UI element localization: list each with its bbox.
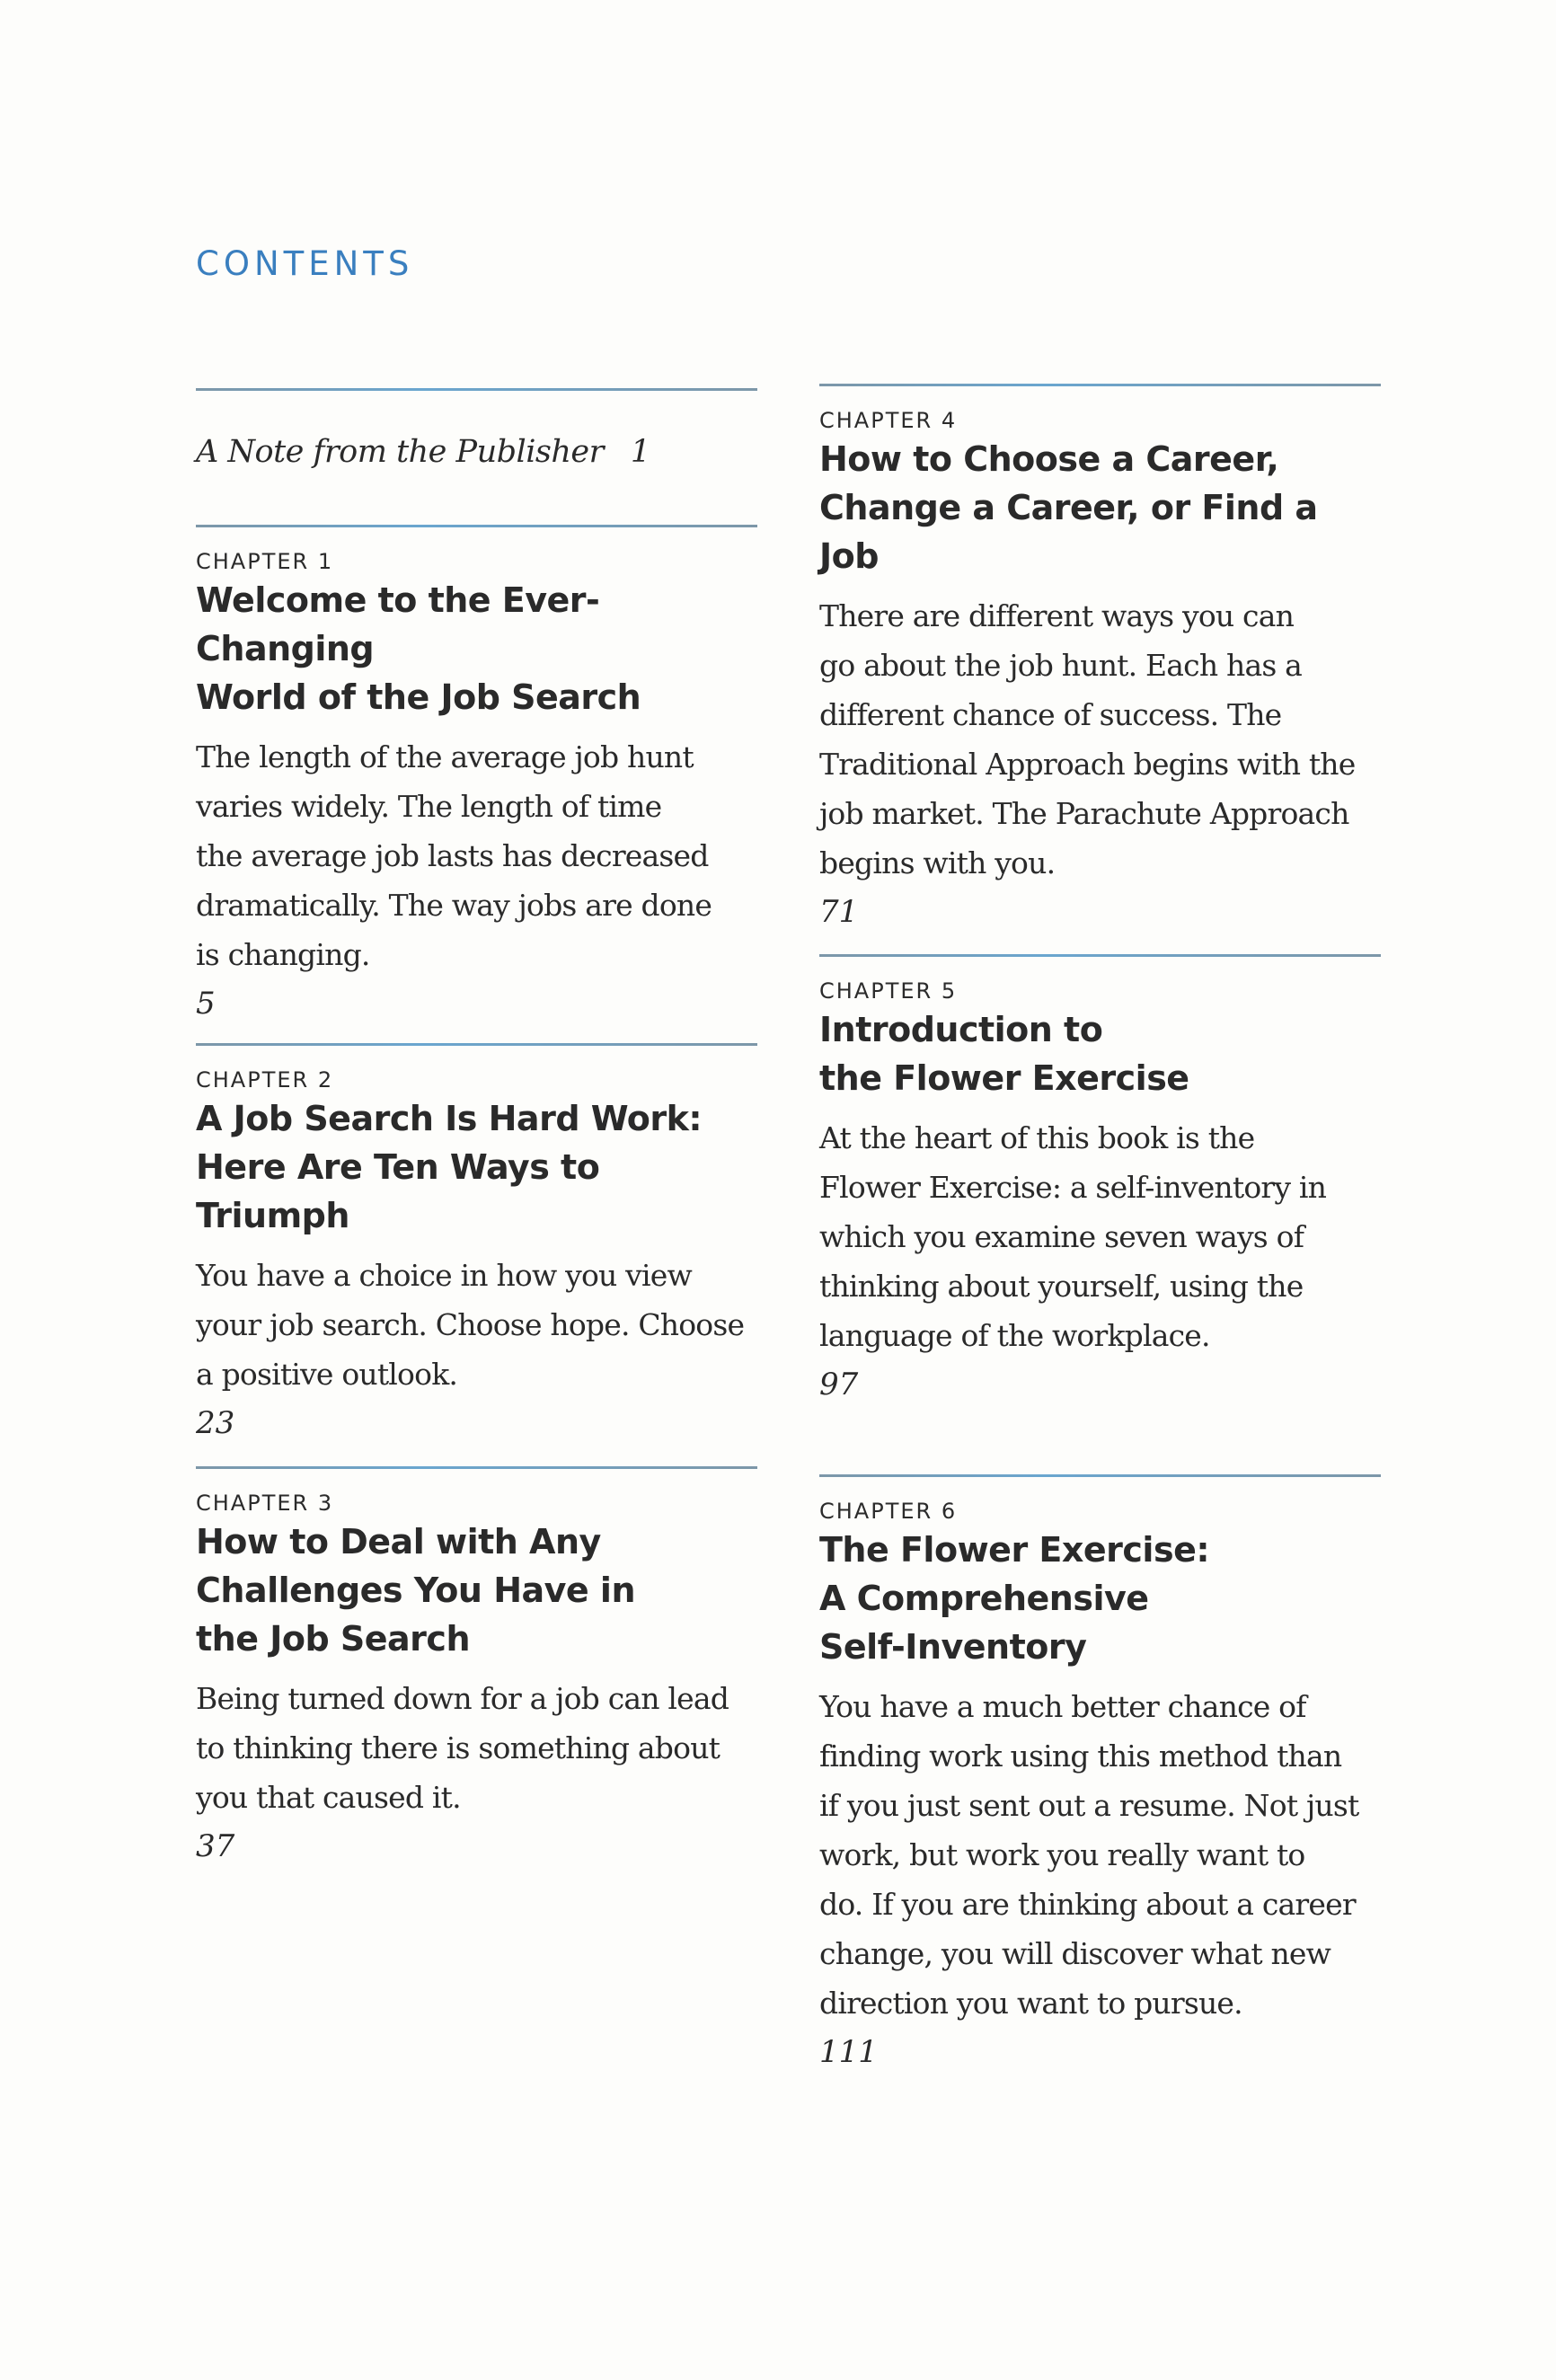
page-number: 1 bbox=[630, 434, 650, 470]
divider bbox=[819, 1474, 1381, 1477]
chapter-description: There are different ways you can go about the job hunt. Each has a different chance of success. The Traditional Approach begins with the job market. The Parachute Approach begins with you. bbox=[819, 598, 1356, 880]
chapter-label: CHAPTER 4 bbox=[819, 408, 958, 433]
page-number: 37 bbox=[196, 1828, 235, 1864]
toc-entry-chapter-3[interactable] bbox=[196, 1466, 757, 1871]
chapter-title: The Flower Exercise: A Comprehensive Self-Inventory bbox=[819, 1530, 1210, 1667]
divider bbox=[196, 388, 757, 391]
page-number: 23 bbox=[196, 1405, 235, 1441]
chapter-label: CHAPTER 6 bbox=[819, 1499, 958, 1524]
page-number: 5 bbox=[196, 986, 216, 1022]
chapter-description: You have a choice in how you view your job search. Choose hope. Choose a positive outlook. bbox=[196, 1258, 745, 1392]
chapter-title: How to Choose a Career, Change a Career, or Find a Job bbox=[819, 439, 1318, 576]
toc-entry-chapter-4[interactable] bbox=[819, 384, 1381, 937]
divider bbox=[196, 1043, 757, 1046]
chapter-description: At the heart of this book is the Flower Exercise: a self-inventory in which you examine seven ways of thinking about yourself, using the language of the workplace. bbox=[819, 1120, 1327, 1353]
toc-entry-chapter-6[interactable] bbox=[819, 1474, 1381, 2077]
chapter-title: Welcome to the Ever-Changing World of the Job Search bbox=[196, 580, 641, 717]
page-number: 111 bbox=[819, 2034, 878, 2070]
entry-title: A Note from the Publisher bbox=[196, 434, 604, 470]
toc-entry-chapter-1[interactable] bbox=[196, 525, 757, 1029]
page-number: 71 bbox=[819, 894, 859, 930]
chapter-label: CHAPTER 3 bbox=[196, 1491, 334, 1516]
chapter-description: You have a much better chance of finding work using this method than if you just sent out a resume. Not just work, but work you really want to do. If you are thinking about a career change, you will discover what new direction you want to pursue. bbox=[819, 1689, 1359, 2021]
chapter-title: How to Deal with Any Challenges You Have in the Job Search bbox=[196, 1522, 635, 1659]
chapter-description: The length of the average job hunt varies widely. The length of time the average job lasts has decreased dramatically. The way jobs are done is changing. bbox=[196, 739, 712, 972]
divider bbox=[196, 1466, 757, 1469]
chapter-label: CHAPTER 1 bbox=[196, 549, 334, 574]
divider bbox=[196, 525, 757, 527]
chapter-title: Introduction to the Flower Exercise bbox=[819, 1010, 1189, 1098]
toc-entry-chapter-5[interactable] bbox=[819, 954, 1381, 1410]
chapter-label: CHAPTER 5 bbox=[819, 978, 958, 1004]
chapter-label: CHAPTER 2 bbox=[196, 1067, 334, 1093]
divider bbox=[819, 954, 1381, 957]
page-title: CONTENTS bbox=[196, 244, 414, 283]
chapter-description: Being turned down for a job can lead to thinking there is something about you that caused it. bbox=[196, 1681, 729, 1815]
chapter-title: A Job Search Is Hard Work: Here Are Ten Ways to Triumph bbox=[196, 1099, 703, 1235]
toc-entry-chapter-2[interactable] bbox=[196, 1043, 757, 1448]
page-number: 97 bbox=[819, 1367, 859, 1402]
divider bbox=[819, 384, 1381, 386]
toc-entry-front-matter[interactable] bbox=[196, 388, 757, 470]
